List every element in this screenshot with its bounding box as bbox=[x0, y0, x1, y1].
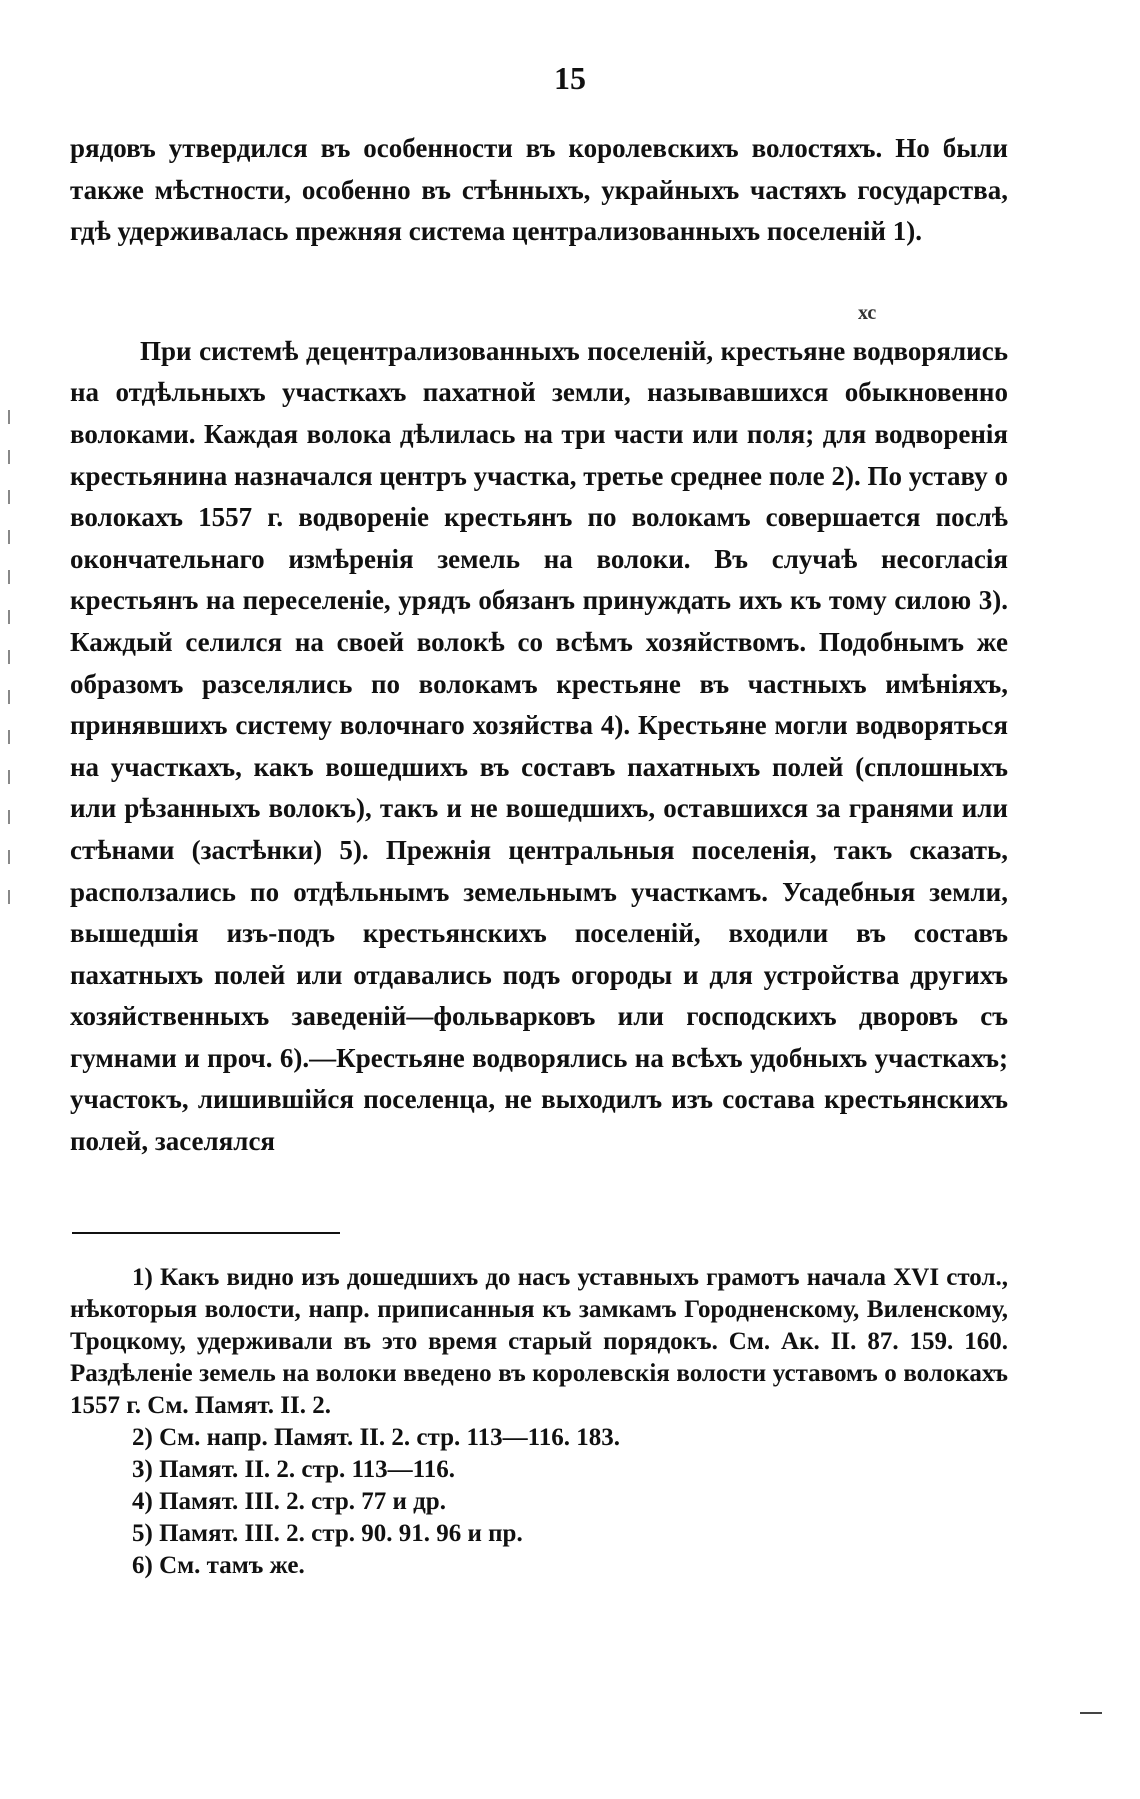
footnote-4: 4) Памят. III. 2. стр. 77 и др. bbox=[132, 1488, 446, 1515]
paragraph-2: При системѣ децентрализованныхъ поселеній, крестьяне водворялись на отдѣльныхъ участкахъ пахатной земли, называвшихся обыкновенно волоками. Каждая волока дѣлилась на три части или поля; для водворенія крестьянина назначался центръ участка, третье среднее поле 2). По уставу о волокахъ 1557 г. водвореніе крестьянъ по волокамъ совершается послѣ окончательнаго измѣренія земель на волоки. Въ случаѣ несогласія крестьянъ на переселеніе, урядъ обязанъ принуждать ихъ къ тому силою 3). Каждый селился на своей волокѣ со всѣмъ хозяйствомъ. Подобнымъ же образомъ разселялись по волокамъ крестьяне въ частныхъ имѣніяхъ, принявшихъ систему волочнаго хозяйства 4). Крестьяне могли водворяться на участкахъ, какъ вошедшихъ въ составъ пахатныхъ полей (сплошныхъ или рѣзанныхъ волокъ), такъ и не вошедшихъ, оставшихся за гранями или стѣнами (застѣнки) 5). Прежнія центральныя поселенія, такъ сказать, расползались по отдѣльнымъ земельнымъ участкамъ. Усадебныя земли, вышедшія изъ-подъ крестьянскихъ поселеній, входили въ составъ пахатныхъ полей или отдавались подъ огороды и для устройства другихъ хозяйственныхъ заведеній—фольварковъ или господскихъ дворовъ съ гумнами и проч. 6).—Крестьяне водворялись на всѣхъ удобныхъ участкахъ; участокъ, лишившійся поселенца, не выходилъ изъ состава крестьянскихъ полей, заселялся bbox=[70, 335, 1008, 1157]
page-number: 15 bbox=[554, 60, 586, 96]
corner-mark bbox=[1080, 1712, 1102, 1714]
footnotes bbox=[70, 1262, 1008, 1582]
footnote-1: 1) Какъ видно изъ дошедшихъ до насъ уставныхъ грамотъ начала XVI стол., нѣкоторыя волости, напр. приписанныя къ замкамъ Городненскому, Виленскому, Троцкому, удерживали въ это время старый порядокъ. См. Ак. II. 87. 159. 160. Раздѣленіе земель на волоки введено въ королевскія волости уставомъ о волокахъ 1557 г. См. Памят. II. 2. bbox=[70, 1264, 1008, 1419]
footnote-5: 5) Памят. III. 2. стр. 90. 91. 96 и пр. bbox=[132, 1520, 523, 1547]
footnote-3: 3) Памят. II. 2. стр. 113—116. bbox=[132, 1456, 456, 1483]
footnote-6: 6) См. тамъ же. bbox=[132, 1552, 305, 1579]
main-text bbox=[70, 128, 1008, 1163]
footnote-2: 2) См. напр. Памят. II. 2. стр. 113—116. 183. bbox=[132, 1424, 620, 1451]
paragraph-1: рядовъ утвердился въ особенности въ королевскихъ волостяхъ. Но были также мѣстности, особенно въ стѣнныхъ, украйныхъ частяхъ государства, гдѣ удерживалась прежняя система централизованныхъ поселеній 1). bbox=[70, 133, 1008, 247]
stray-handwritten-mark: хс bbox=[858, 302, 877, 324]
margin-marks bbox=[8, 410, 10, 930]
footnote-divider bbox=[72, 1232, 340, 1234]
